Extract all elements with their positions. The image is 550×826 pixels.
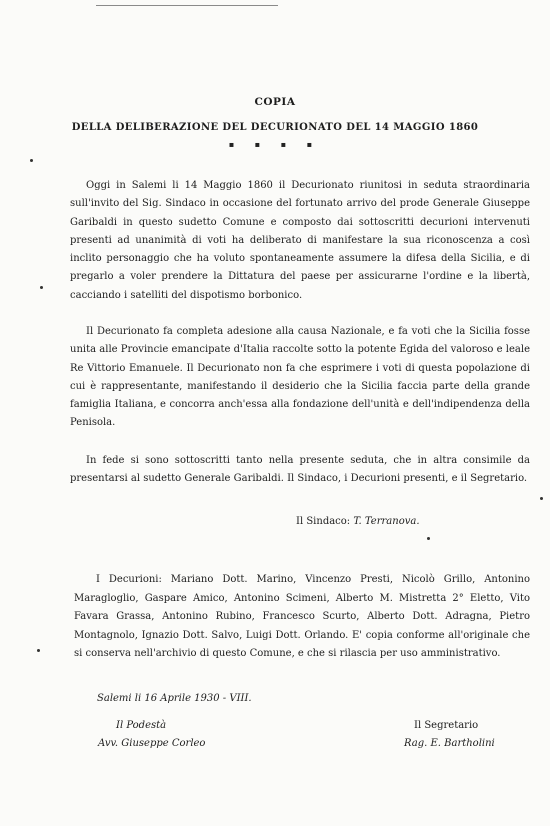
podesta-title: Il Podestà	[116, 720, 167, 731]
decorative-dots: ▪ ▪ ▪ ▪	[228, 140, 322, 149]
sindaco-signature	[296, 516, 420, 527]
place-date: Salemi li 16 Aprile 1930 - VIII.	[97, 693, 252, 704]
decurioni-list	[74, 571, 530, 664]
document-title: DELLA DELIBERAZIONE DEL DECURIONATO DEL 14 MAGGIO 1860	[71, 122, 479, 133]
top-rule	[96, 5, 278, 6]
paragraph-3-text: In fede si sono sottoscritti tanto nella presente seduta, che in altra consimile da presentarsi al sudetto Generale Garibaldi. Il Sindaco, i Decurioni presenti, e il Segretario.	[70, 455, 530, 485]
decurioni-text: I Decurioni: Mariano Dott. Marino, Vincenzo Presti, Nicolò Grillo, Antonino Maragloglio, Gaspare Amico, Antonino Scimeni, Alberto M. Mistretta 2° Eletto, Vito Favara Grassa, Antonino Rubino, Francesco Scurto, Alberto Dott. Adragna, Pietro Montagnolo, Ignazio Dott. Salvo, Luigi Dott. Orlando. E' copia conforme all'originale che si conserva nell'archivio di questo Comune, e che si rilascia per uso amministrativo.	[74, 574, 530, 660]
paragraph-1	[70, 177, 530, 305]
podesta-name: Avv. Giuseppe Corleo	[98, 738, 206, 749]
sindaco-name: T. Terranova.	[353, 516, 420, 527]
segretario-title: Il Segretario	[414, 720, 479, 731]
scan-speck	[427, 537, 430, 540]
scan-speck	[40, 286, 43, 289]
segretario-name: Rag. E. Bartholini	[404, 738, 495, 749]
paragraph-2-text: Il Decurionato fa completa adesione alla causa Nazionale, e fa voti che la Sicilia fosse unita alle Provincie emancipate d'Italia raccolte sotto la potente Egida del valoroso e leale Re Vittorio Emanuele. Il Decurionato non fa che esprimere i voti di questa popolazione di cui è rappresentante, manifestando il desiderio che la Sicilia faccia parte della grande famiglia Italiana, e concorra anch'essa alla fondazione dell'unità e dell'indipendenza della Penisola.	[70, 326, 530, 429]
scan-speck	[30, 159, 33, 162]
sindaco-label: Il Sindaco:	[296, 516, 351, 527]
paragraph-1-text: Oggi in Salemi li 14 Maggio 1860 il Decurionato riunitosi in seduta straordinaria sull'invito del Sig. Sindaco in occasione del fortunato arrivo del prode Generale Giuseppe Garibaldi in questo sudetto Comune e composto dai sottoscritti decurioni intervenuti presenti ad unanimità di voti ha deliberato di manifestare la sua riconoscenza a così inclito personaggio che ha voluto spontaneamente assumere la difesa della Sicilia, e di pregarlo a voler prendere la Dittatura del paese per assicurarne l'ordine e la libertà, cacciando i satelliti del dispotismo borbonico.	[70, 180, 530, 301]
paragraph-3	[70, 452, 530, 489]
copia-heading: COPIA	[254, 96, 296, 108]
scan-speck	[540, 497, 543, 500]
scan-speck	[37, 649, 40, 652]
paragraph-2	[70, 323, 530, 433]
